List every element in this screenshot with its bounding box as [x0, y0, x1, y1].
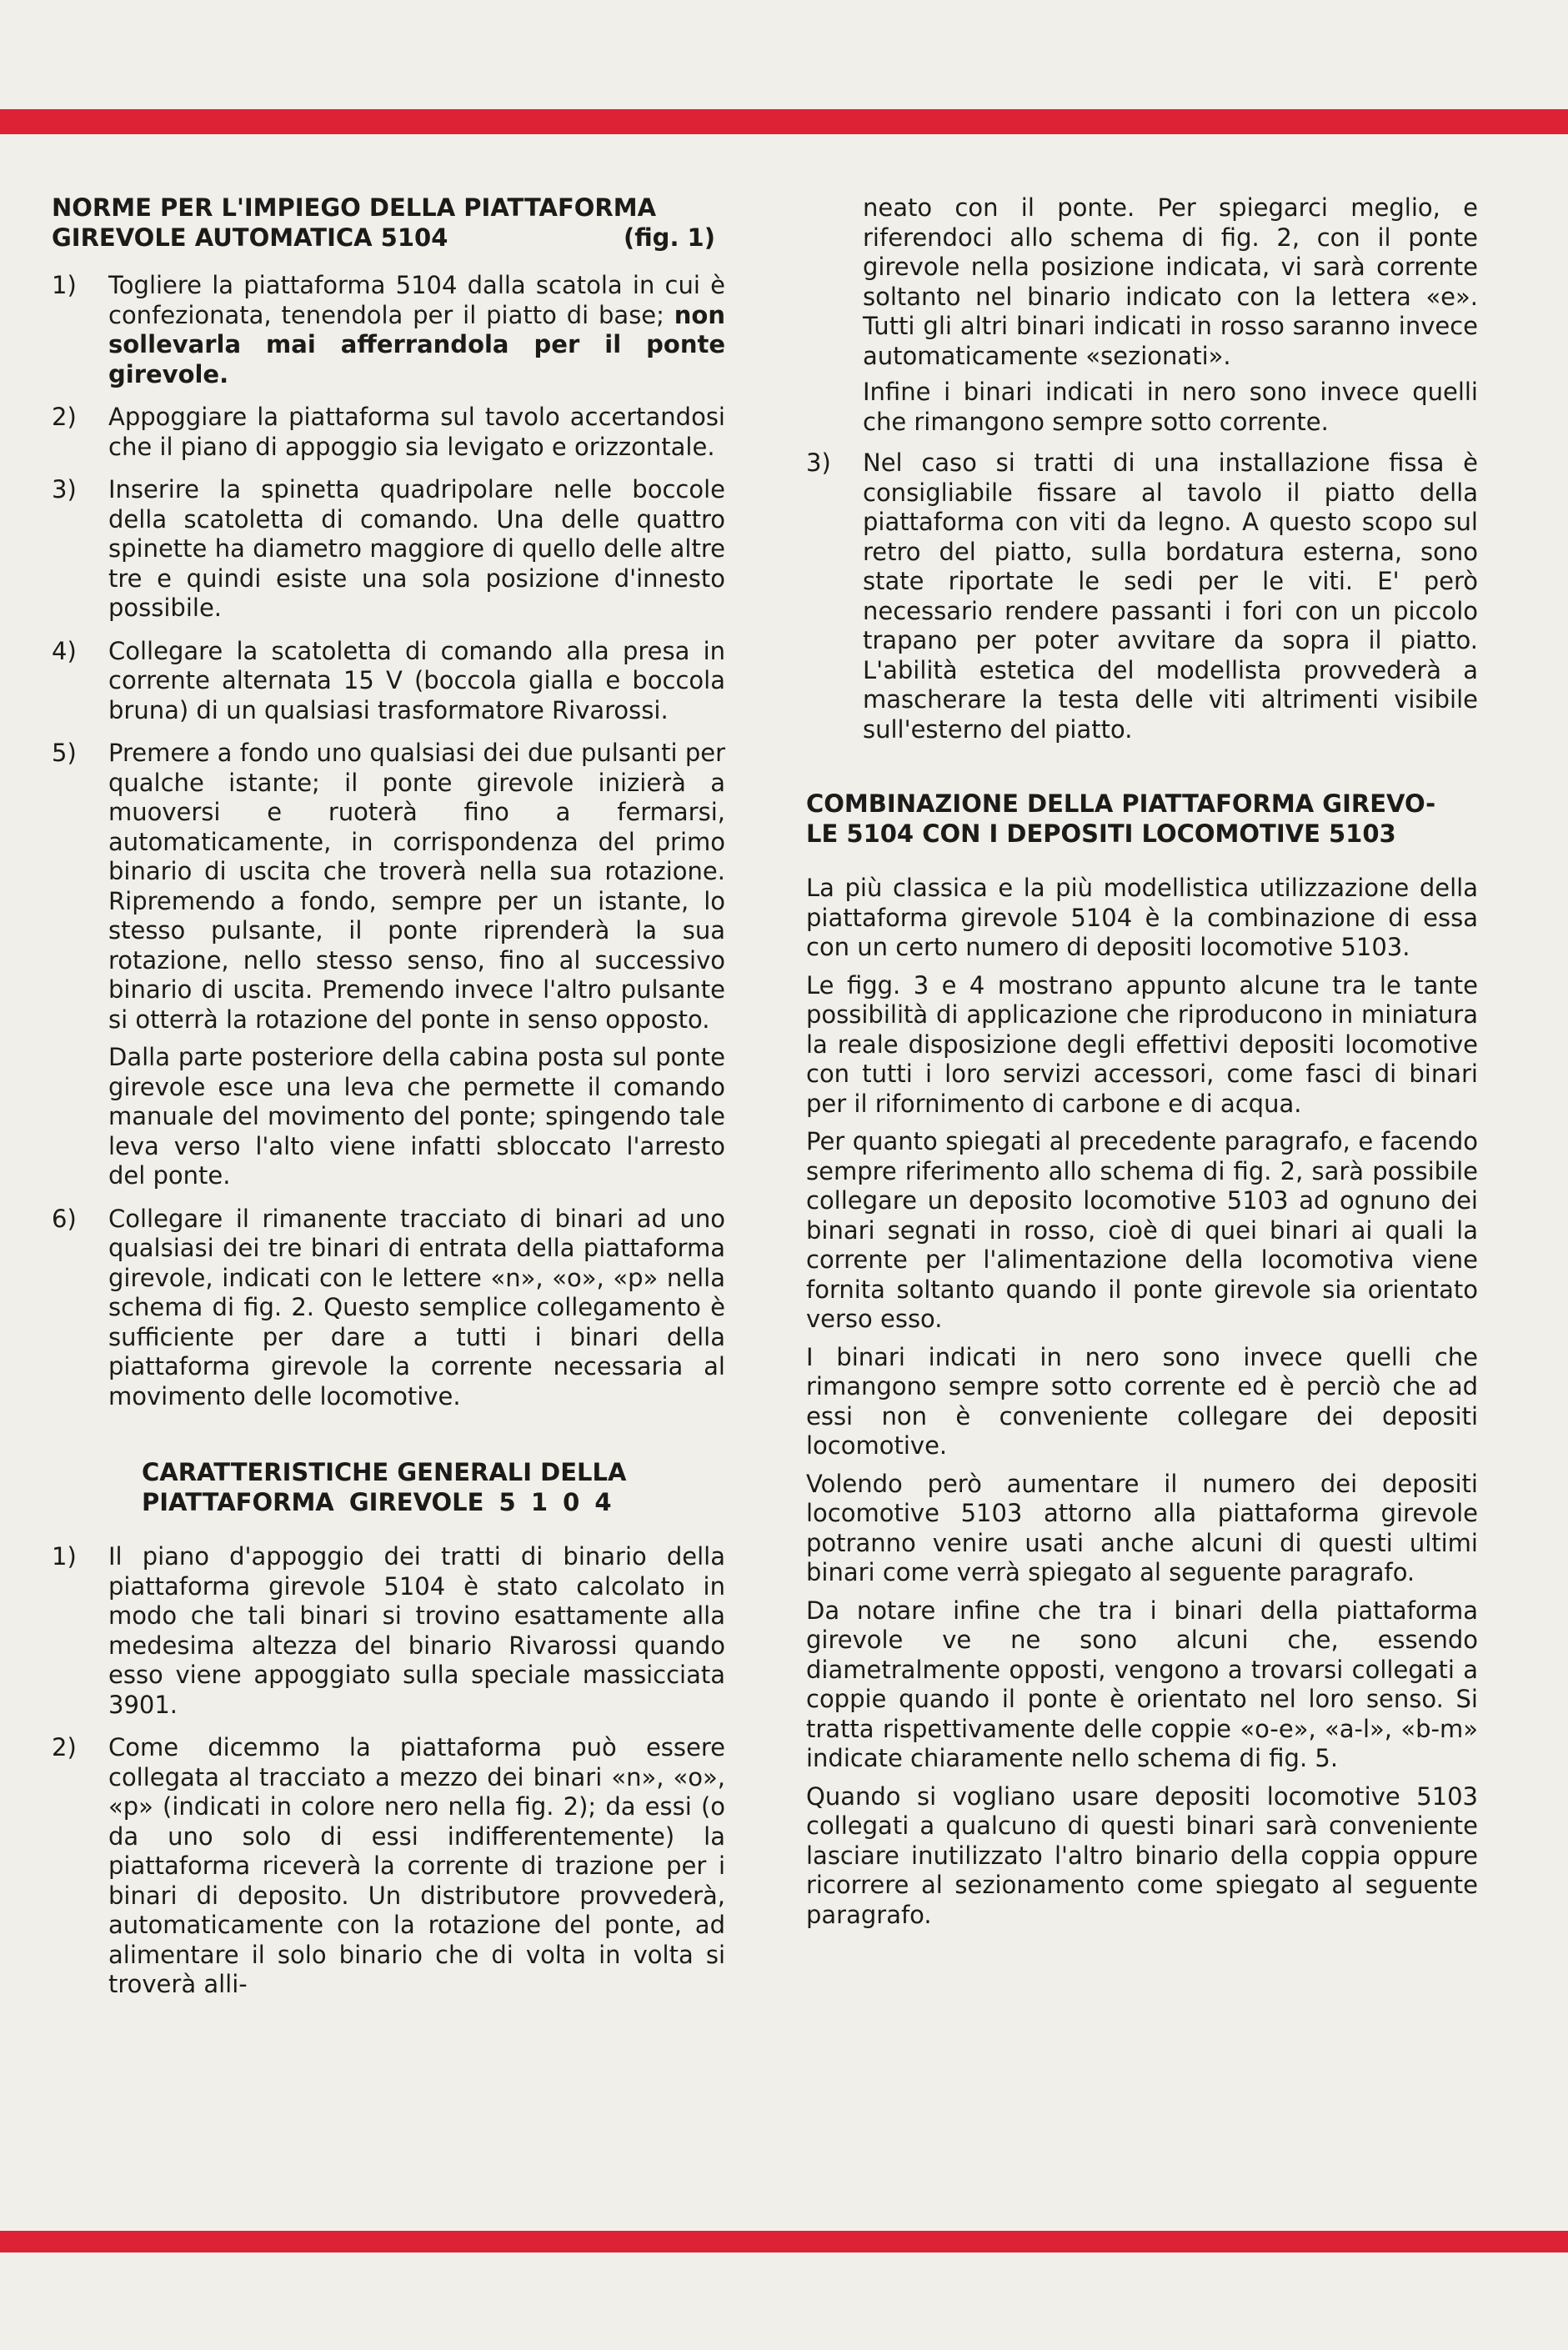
list-item: [52, 475, 725, 624]
list-item: [52, 739, 725, 1191]
item-text: [108, 739, 725, 1191]
heading-caratteristiche-line1: CARATTERISTICHE GENERALI DELLA: [142, 1458, 627, 1486]
heading-combinazione-line1: COMBINAZIONE DELLA PIATTAFORMA GIREVO-: [806, 789, 1436, 818]
item-text: Collegare la scatoletta di comando alla presa in corrente alternata 15 V (boccola gialla e boccola bruna) di un qualsiasi trasformatore Rivarossi.: [108, 636, 725, 724]
item-number: 4): [52, 636, 77, 665]
item-number: 3): [806, 448, 831, 477]
bottom-red-band: [0, 2231, 1568, 2252]
heading-norme-row2: [52, 223, 725, 253]
right-column: [806, 193, 1478, 1930]
paragraph: Quando si vogliano usare depositi locomotive 5103 collegati a qualcuno di questi binari sarà conveniente lasciare inutilizzato l'altro binario della coppia oppure ricorrere al sezionamento come spiegato al seguente paragrafo.: [806, 1781, 1478, 1929]
paragraph: La più classica e la più modellistica utilizzazione della piattaforma girevole 5104 è la combinazione di essa con un certo numero di depositi locomotive 5103.: [806, 874, 1478, 961]
heading-norme-line1: NORME PER L'IMPIEGO DELLA PIATTAFORMA: [52, 193, 657, 222]
item-number: 2): [52, 1733, 77, 1761]
heading-caratteristiche: [52, 1458, 725, 1517]
item-text: Il piano d'appoggio dei tratti di binario della piattaforma girevole 5104 è stato calcolato in modo che tali binari si trovino esattamente alla medesima altezza del binario Rivarossi quando esso viene appoggiato sulla speciale massicciata 3901.: [108, 1542, 725, 1719]
item-text: Come dicemmo la piattaforma può essere collegata al tracciato a mezzo dei binari «n», «o», «p» (indicati in colore nero nella fig. 2); da essi (o da uno solo di essi indifferentemente) la piattaforma riceverà la corrente di trazione per i binari di deposito. Un distributore provvederà, automaticamente con la rotazione del ponte, ad alimentare il solo binario che di volta in volta si troverà alli-: [108, 1733, 725, 1998]
list-item: [52, 1542, 725, 1720]
item-text: Nel caso si tratti di una installazione fissa è consigliabile fissare al tavolo il piatto della piattaforma con viti da legno. A questo scopo sul retro del piatto, sulla bordatura esterna, sono state riportate le sedi per le viti. E' però necessario rendere passanti i fori con un piccolo trapano per poter avvitare da sopra il piatto. L'abilità estetica del modellista provvederà a mascherare la testa delle viti altrimenti visibile sull'esterno del piatto.: [863, 448, 1478, 744]
paragraph: neato con il ponte. Per spiegarci meglio, e riferendoci allo schema di fig. 2, con il ponte girevole nella posizione indicata, vi sarà corrente soltanto nel binario indicato con la lettera «e». Tutti gli altri binari indicati in rosso saranno invece automaticamente «sezionati».: [863, 193, 1478, 370]
item-text: Inserire la spinetta quadripolare nelle boccole della scatoletta di comando. Una delle quattro spinette ha diametro maggiore di quello delle altre tre e quindi esiste una sola posizione d'innesto possibile.: [108, 475, 725, 622]
left-column: [52, 193, 725, 2000]
item-paragraph: Dalla parte posteriore della cabina posta sul ponte girevole esce una leva che permette il comando manuale del movimento del ponte; spingendo tale leva verso l'alto viene infatti sbloccato l'arresto del ponte.: [108, 1043, 725, 1190]
item-text-part: Togliere la piattaforma 5104 dalla scatola in cui è confezionata, tenendola per il piatto di base;: [108, 271, 725, 329]
list-item: [52, 637, 725, 726]
item-number: 6): [52, 1204, 77, 1233]
continued-text: [806, 193, 1478, 437]
item-text: Appoggiare la piattaforma sul tavolo accertandosi che il piano di appoggio sia levigato e orizzontale.: [108, 403, 725, 461]
paragraph: Infine i binari indicati in nero sono invece quelli che rimangono sempre sotto corrente.: [863, 378, 1478, 436]
heading-norme-figref: (fig. 1): [623, 223, 715, 252]
item-text-bold: non sollevarla mai afferrandola per il ponte girevole.: [108, 300, 725, 388]
heading-combinazione-line2: LE 5104 CON I DEPOSITI LOCOMOTIVE 5103: [806, 819, 1396, 848]
item-text: Collegare il rimanente tracciato di binari ad uno qualsiasi dei tre binari di entrata della piattaforma girevole, indicati con le lettere «n», «o», «p» nella schema di fig. 2. Questo semplice collegamento è sufficiente per dare a tutti i binari della piattaforma girevole la corrente necessaria al movimento delle locomotive.: [108, 1204, 725, 1411]
list-item: [52, 1205, 725, 1412]
paragraph: Volendo però aumentare il numero dei depositi locomotive 5103 attorno alla piattaforma girevole potranno venire usati anche alcuni di questi ultimi binari come verrà spiegato al seguente paragrafo.: [806, 1469, 1478, 1586]
item-number: 1): [52, 1542, 77, 1571]
item-number: 5): [52, 739, 77, 767]
list-item: [52, 1733, 725, 2000]
paragraph: Le figg. 3 e 4 mostrano appunto alcune tra le tante possibilità di applicazione che riproducono in miniatura la reale disposizione degli effettivi depositi locomotive con tutti i loro servizi accessori, come fasci di binari per il rifornimento di carbone e di acqua.: [806, 970, 1478, 1118]
item-number: 1): [52, 271, 77, 299]
item-text: [108, 271, 725, 389]
top-red-band: [0, 109, 1568, 134]
list-item: [52, 271, 725, 389]
item-paragraph: Premere a fondo uno qualsiasi dei due pulsanti per qualche istante; il ponte girevole inizierà a muoversi e ruoterà fino a fermarsi, automaticamente, in corrispondenza del primo binario di uscita che troverà nella sua rotazione. Ripremendo a fondo, sempre per un istante, lo stesso pulsante, il ponte riprenderà la sua rotazione, nello stesso senso, fino al successivo binario di uscita. Premendo invece l'altro pulsante si otterrà la rotazione del ponte in senso opposto.: [108, 739, 725, 1034]
paragraph: Da notare infine che tra i binari della piattaforma girevole ve ne sono alcuni che, essendo diametralmente opposti, vengono a trovarsi collegati a coppie quando il ponte è orientato nel loro senso. Si tratta rispettivamente delle coppie «o-e», «a-l», «b-m» indicate chiaramente nello schema di fig. 5.: [806, 1596, 1478, 1772]
heading-caratteristiche-line2: PIATTAFORMA GIREVOLE 5 1 0 4: [142, 1487, 612, 1516]
item-number: 3): [52, 475, 77, 504]
heading-combinazione: [806, 789, 1478, 849]
paragraph: I binari indicati in nero sono invece quelli che rimangono sempre sotto corrente ed è perciò che ad essi non è conveniente collegare dei depositi locomotive.: [806, 1342, 1478, 1460]
heading-norme: [52, 193, 725, 253]
list-item: [806, 448, 1478, 744]
paragraph: Per quanto spiegati al precedente paragrafo, e facendo sempre riferimento allo schema di fig. 2, sarà possibile collegare un deposito locomotive 5103 ad ognuno dei binari segnati in rosso, cioè di quei binari ai quali la corrente per l'alimentazione della locomotiva viene fornita soltanto quando il ponte girevole sia orientato verso esso.: [806, 1127, 1478, 1333]
item-number: 2): [52, 403, 77, 431]
list-item: [52, 403, 725, 462]
heading-norme-line2: GIREVOLE AUTOMATICA 5104: [52, 223, 448, 252]
